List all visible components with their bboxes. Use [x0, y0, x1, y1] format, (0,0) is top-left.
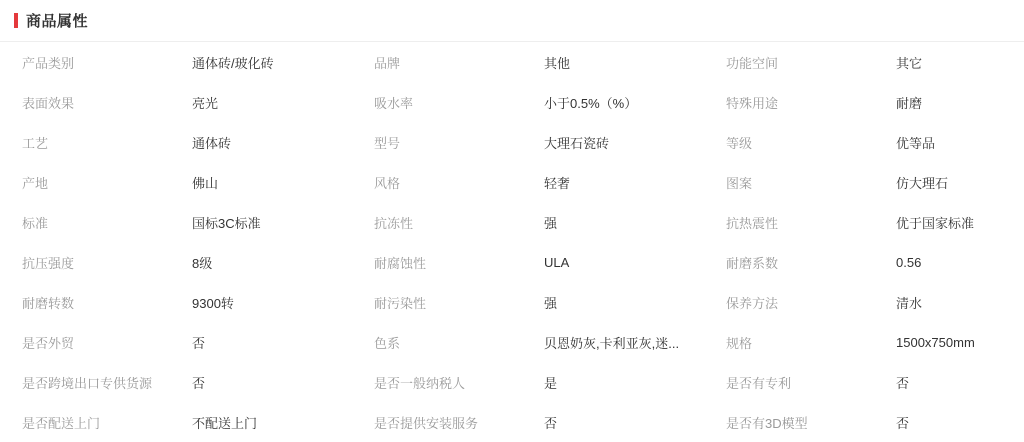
attribute-value: 强 [544, 295, 558, 311]
attribute-value: 其它 [896, 55, 923, 71]
attribute-key: 品牌 [374, 55, 401, 71]
attribute-key: 耐污染性 [374, 295, 427, 311]
attribute-value: 否 [544, 415, 558, 431]
attribute-key: 耐磨系数 [726, 255, 779, 271]
table-row [0, 402, 1024, 442]
attribute-key: 功能空间 [726, 55, 779, 71]
attribute-value: 8级 [192, 255, 213, 271]
attribute-value: 否 [192, 335, 206, 351]
table-row [0, 362, 1024, 402]
attribute-key: 是否跨境出口专供货源 [22, 375, 153, 391]
attribute-value: 佛山 [192, 175, 219, 191]
attribute-value: 通体砖/玻化砖 [192, 55, 274, 71]
attribute-value: 大理石瓷砖 [544, 135, 610, 151]
attribute-value: 是 [544, 375, 558, 391]
attribute-value: 轻奢 [544, 175, 571, 191]
attribute-value: ULA [544, 254, 570, 270]
attribute-value: 优等品 [896, 135, 936, 151]
attribute-key: 是否有3D模型 [726, 415, 808, 431]
attribute-value: 否 [192, 375, 206, 391]
attributes-table [0, 42, 1024, 442]
table-row [0, 282, 1024, 322]
attribute-value: 9300转 [192, 295, 234, 311]
table-row [0, 122, 1024, 162]
attribute-key: 规格 [726, 335, 753, 351]
attribute-key: 特殊用途 [726, 95, 779, 111]
attribute-key: 保养方法 [726, 295, 779, 311]
attribute-key: 是否一般纳税人 [374, 375, 466, 391]
attribute-key: 工艺 [22, 135, 49, 151]
attribute-key: 吸水率 [374, 95, 414, 111]
attribute-key: 标准 [22, 215, 49, 231]
table-row [0, 42, 1024, 82]
attribute-key: 耐磨转数 [22, 295, 75, 311]
attribute-value: 亮光 [192, 95, 219, 111]
attribute-key: 型号 [374, 135, 401, 151]
attribute-key: 抗压强度 [22, 255, 75, 271]
attribute-key: 耐腐蚀性 [374, 255, 427, 271]
attribute-value: 贝恩奶灰,卡利亚灰,迷... [544, 335, 680, 351]
attribute-value: 小于0.5%（%） [544, 95, 638, 111]
attribute-key: 产品类别 [22, 55, 75, 71]
attribute-key: 风格 [374, 175, 401, 191]
attribute-key: 图案 [726, 175, 753, 191]
table-row [0, 242, 1024, 282]
attribute-key: 产地 [22, 175, 49, 191]
attribute-key: 表面效果 [22, 95, 75, 111]
attribute-value: 1500x750mm [896, 334, 975, 350]
attribute-key: 是否有专利 [726, 375, 792, 391]
attribute-key: 抗冻性 [374, 215, 414, 231]
table-row [0, 162, 1024, 202]
attribute-key: 是否外贸 [22, 335, 75, 351]
attribute-value: 其他 [544, 55, 571, 71]
attribute-value: 强 [544, 215, 558, 231]
attribute-key: 是否提供安装服务 [374, 415, 479, 431]
page-title: 商品属性 [26, 13, 89, 30]
attribute-key: 抗热震性 [726, 215, 779, 231]
attribute-value: 优于国家标准 [896, 215, 975, 231]
table-row [0, 82, 1024, 122]
attribute-value: 仿大理石 [896, 175, 949, 191]
attributes-table-body [0, 42, 1024, 442]
attribute-value: 耐磨 [896, 95, 923, 111]
table-row [0, 202, 1024, 242]
table-row [0, 322, 1024, 362]
panel-header [0, 0, 1024, 42]
attribute-value: 不配送上门 [192, 415, 258, 431]
attribute-value: 通体砖 [192, 135, 232, 151]
attribute-value: 0.56 [896, 254, 922, 270]
accent-bar-icon [14, 13, 18, 28]
attribute-key: 等级 [726, 135, 753, 151]
attribute-value: 国标3C标准 [192, 215, 261, 231]
attribute-value: 清水 [896, 295, 923, 311]
attribute-value: 否 [896, 375, 910, 391]
attribute-value: 否 [896, 415, 910, 431]
attribute-key: 色系 [374, 335, 401, 351]
attribute-key: 是否配送上门 [22, 415, 101, 431]
